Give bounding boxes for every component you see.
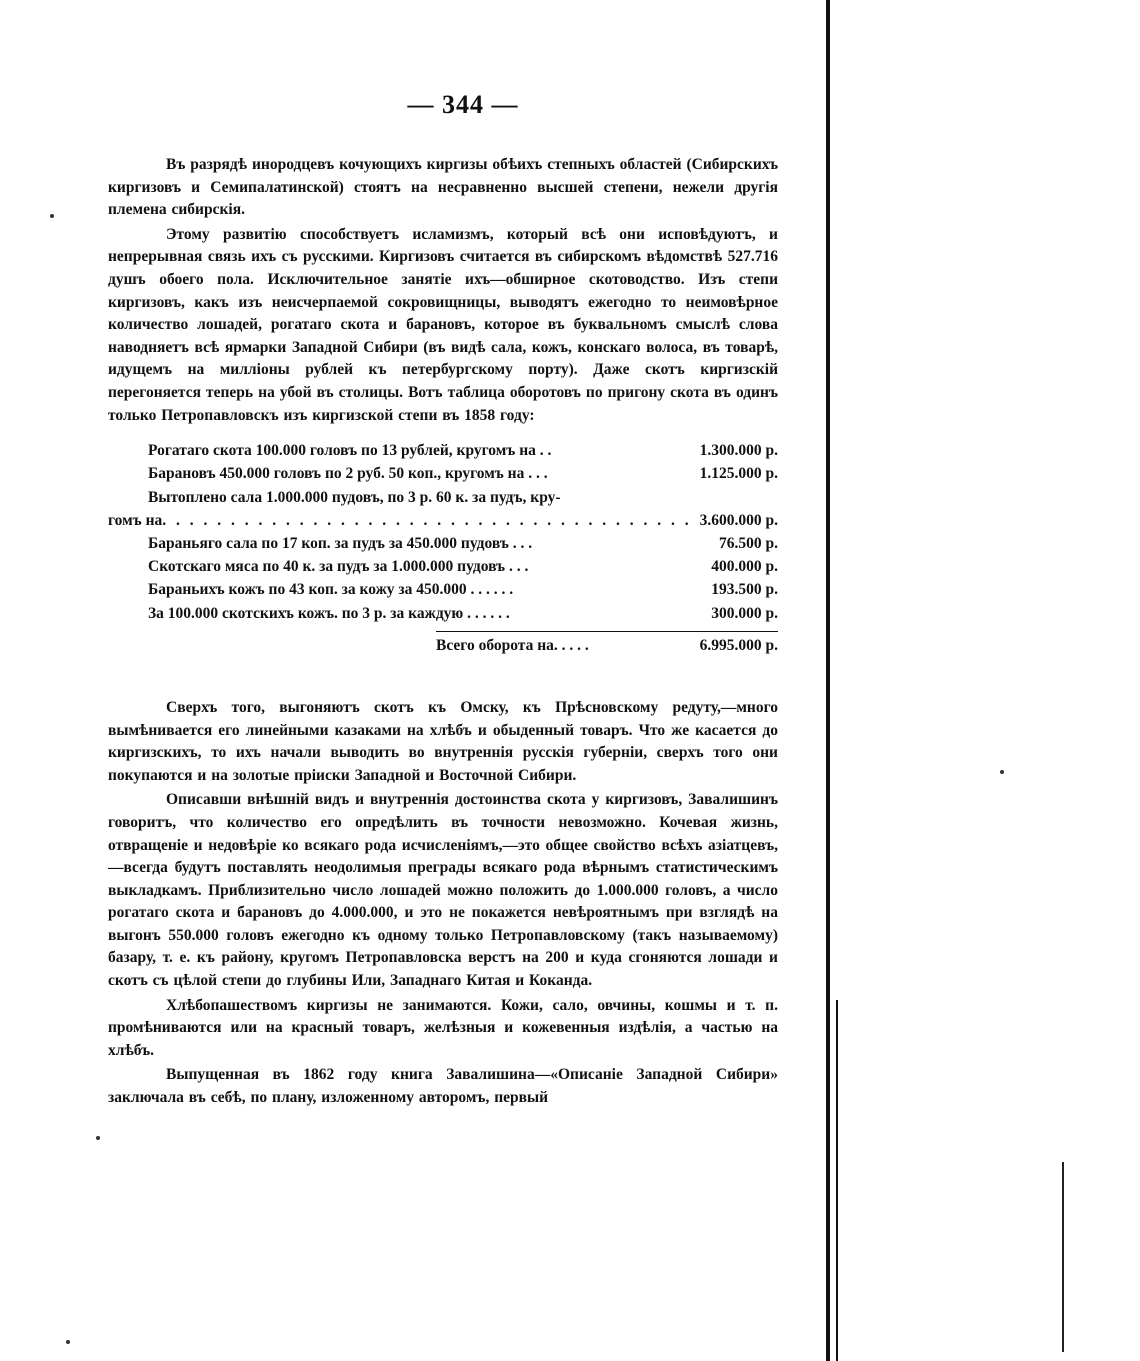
scan-speck bbox=[66, 1340, 70, 1344]
scan-edge-mark bbox=[1062, 1162, 1064, 1352]
page-number: — 344 — bbox=[407, 90, 519, 119]
page-edge-rule-inner bbox=[836, 1000, 838, 1361]
paragraph: Хлѣбопашествомъ киргизы не занимаются. Кожи, сало, овчины, кошмы и т. п. промѣниваются или на красный товаръ, желѣзныя и кожевенныя издѣлія, а частью на хлѣбъ. bbox=[108, 996, 778, 1059]
table-row bbox=[108, 462, 778, 485]
turnover-table bbox=[108, 439, 778, 657]
table-row bbox=[108, 602, 778, 625]
paragraph: Сверхъ того, выгоняютъ скотъ къ Омску, къ Прѣсновскому редуту,—много вымѣнивается его линейными казаками на хлѣбъ и обыденный товаръ. Что же касается до киргизскихъ, то ихъ начали выводить во внутреннія русскія губерніи, сверхъ того они покупаются и на золотые пріиски Западной и Восточной Сибири. bbox=[108, 698, 778, 784]
row-label: Бараньяго сала по 17 коп. за пудъ за 450.000 пудовъ . . . bbox=[148, 534, 533, 552]
scan-speck bbox=[50, 214, 54, 218]
row-label: За 100.000 скотскихъ кожъ. по 3 р. за каждую . . . . . . bbox=[148, 604, 510, 622]
row-label: Рогатаго скота 100.000 головъ по 13 рублей, кругомъ на . . bbox=[148, 442, 552, 460]
leader-dots: . . . . . . . . . . . . . . . . . . . . . . . . . . . . . . . . . . . . . . . bbox=[162, 511, 692, 529]
table-row bbox=[108, 578, 778, 601]
table-row bbox=[108, 509, 778, 532]
total-value: 6.995.000 р. bbox=[699, 636, 778, 654]
document-page bbox=[108, 90, 778, 1110]
row-value: 1.125.000 р. bbox=[699, 465, 778, 483]
row-label: гомъ на bbox=[108, 511, 163, 529]
paragraph: Выпущенная въ 1862 году книга Завалишина—«Описаніе Западной Сибири» заключала въ себѣ, по плану, изложенному авторомъ, первый bbox=[108, 1066, 778, 1107]
paragraph: Въ разрядѣ инородцевъ кочующихъ киргизы обѣихъ степныхъ областей (Сибирскихъ киргизовъ и Семипалатинской) стоятъ на несравненно высшей степени, нежели другія племена сибирскія. bbox=[108, 156, 778, 219]
row-value: 193.500 р. bbox=[711, 581, 778, 599]
page-edge-rule bbox=[826, 0, 830, 1361]
row-value: 1.300.000 р. bbox=[699, 442, 778, 460]
row-value: 3.600.000 р. bbox=[699, 511, 778, 529]
row-label: Бараньихъ кожъ по 43 коп. за кожу за 450.000 . . . . . . bbox=[148, 581, 514, 599]
scan-speck bbox=[1000, 770, 1004, 774]
row-label: Скотскаго мяса по 40 к. за пудъ за 1.000.000 пудовъ . . . bbox=[148, 558, 529, 576]
table-row bbox=[108, 486, 778, 509]
scan-speck bbox=[96, 1136, 100, 1140]
row-value: 76.500 р. bbox=[719, 534, 778, 552]
paragraph: Этому развитію способствуетъ исламизмъ, который всѣ они исповѣдуютъ, и непрерывная связь ихъ съ русскими. Киргизовъ считается въ сибирскомъ вѣдомствѣ 527.716 душъ обоего пола. Исключительное занятіе ихъ—обширное скотоводство. Изъ степи киргизовъ, какъ изъ неисчерпаемой сокровищницы, выводятъ ежегодно то неимовѣрное количество лошадей, рогатаго скота и барановъ, которое въ буквальномъ смыслѣ слова наводняетъ всѣ ярмарки Западной Сибири (въ видѣ сала, кожъ, конскаго волоса, въ товарѣ, идущемъ на милліоны рублей къ петербургскому порту). Даже скотъ киргизскій перегоняется теперь на убой въ столицы. Вотъ таблица оборотовъ по пригону скота въ одинъ только Петропавловскъ изъ киргизской степи въ 1858 году: bbox=[108, 225, 778, 424]
row-label: Вытоплено сала 1.000.000 пудовъ, по 3 р. 60 к. за пудъ, кру- bbox=[148, 488, 561, 506]
total-label: Всего оборота на. . . . . bbox=[436, 636, 589, 654]
table-row bbox=[108, 532, 778, 555]
paragraph: Описавши внѣшній видъ и внутреннія достоинства скота у киргизовъ, Завалишинъ говоритъ, что количество его опредѣлить въ точности невозможно. Кочевая жизнь, отвращеніе и недовѣріе ко всякаго рода исчисленіямъ,—это общее свойство всѣхъ азіатцевъ,—всегда будутъ поставлять неодолимыя преграды всякаго рода вѣрнымъ статистическимъ выкладкамъ. Приблизительно число лошадей можно положить до 1.000.000 головъ, а число рогатаго скота и барановъ до 4.000.000, и это не покажется невѣроятнымъ при взглядѣ на выгонъ 550.000 головъ ежегодно къ одному только Петропавловскому (такъ называемому) базару, т. е. къ району, кругомъ Петропавловска верстъ на 200 и куда сгоняются лошади и скотъ съ цѣлой степи до глубины Или, Западнаго Китая и Коканда. bbox=[108, 791, 778, 990]
table-row bbox=[108, 439, 778, 462]
row-value bbox=[772, 486, 778, 509]
row-value: 400.000 р. bbox=[711, 558, 778, 576]
table-row bbox=[108, 555, 778, 578]
row-label: Барановъ 450.000 головъ по 2 руб. 50 коп., кругомъ на . . . bbox=[148, 465, 548, 483]
row-value: 300.000 р. bbox=[711, 604, 778, 622]
table-total bbox=[436, 631, 778, 657]
